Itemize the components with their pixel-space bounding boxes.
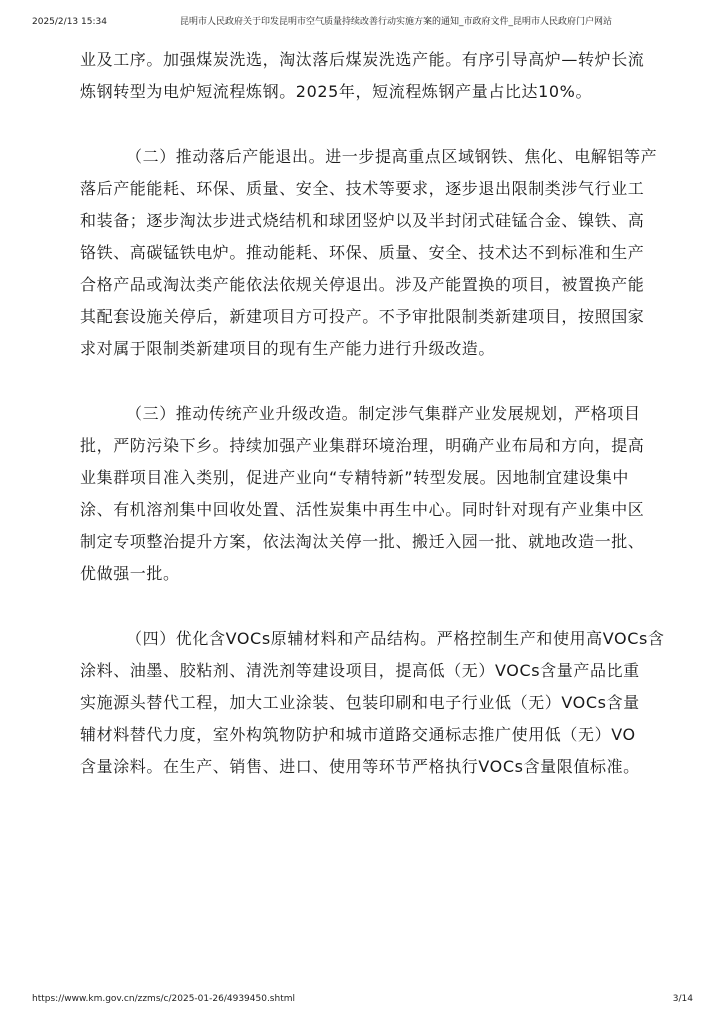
paragraph-first-line: （四）优化含VOCs原辅材料和产品结构。严格控制生产和使用高VOCs含 bbox=[126, 629, 665, 648]
paragraph-first-line: （二）推动落后产能退出。进一步提高重点区域钢铁、焦化、电解铝等产 bbox=[126, 147, 658, 166]
text-line: 制定专项整治提升方案，依法淘汰关停一批、搬迁入园一批、就地改造一批、 bbox=[80, 532, 645, 551]
document-body bbox=[80, 44, 690, 783]
text-line: 炼钢转型为电炉短流程炼钢。2025年，短流程炼钢产量占比达10%。 bbox=[80, 82, 593, 101]
text-line: 业及工序。加强煤炭洗选，淘汰落后煤炭洗选产能。有序引导高炉—转炉长流 bbox=[80, 50, 645, 69]
text-line: 优做强一批。 bbox=[80, 564, 180, 583]
text-line: 含量涂料。在生产、销售、进口、使用等环节严格执行VOCs含量限值标准。 bbox=[80, 757, 640, 776]
text-line: 实施源头替代工程，加大工业涂装、包装印刷和电子行业低（无）VOCs含量 bbox=[80, 693, 640, 712]
print-header bbox=[0, 14, 724, 30]
text-line: 批，严防污染下乡。持续加强产业集群环境治理，明确产业布局和方向，提高 bbox=[80, 436, 645, 455]
text-line: 涂、有机溶剂集中回收处置、活性炭集中再生中心。同时针对现有产业集中区 bbox=[80, 500, 645, 519]
text-line: 铬铁、高碳锰铁电炉。推动能耗、环保、质量、安全、技术达不到标准和生产 bbox=[80, 243, 645, 262]
text-line: 和装备；逐步淘汰步进式烧结机和球团竖炉以及半封闭式硅锰合金、镍铁、高 bbox=[80, 211, 645, 230]
print-footer bbox=[0, 991, 724, 1007]
print-url: https://www.km.gov.cn/zzms/c/2025-01-26/4939450.shtml bbox=[32, 994, 295, 1004]
print-datetime: 2025/2/13 15:34 bbox=[32, 17, 107, 27]
text-line: 其配套设施关停后，新建项目方可投产。不予审批限制类新建项目，按照国家 bbox=[80, 307, 645, 326]
text-line: 辅材料替代力度，室外构筑物防护和城市道路交通标志推广使用低（无）VO bbox=[80, 725, 636, 744]
print-page-title: 昆明市人民政府关于印发昆明市空气质量持续改善行动实施方案的通知_市政府文件_昆明市人民政府门户网站 bbox=[180, 17, 613, 27]
text-line: 求对属于限制类新建项目的现有生产能力进行升级改造。 bbox=[80, 339, 496, 358]
text-line: 合格产品或淘汰类产能依法依规关停退出。涉及产能置换的项目，被置换产能 bbox=[80, 275, 645, 294]
text-line: 涂料、油墨、胶粘剂、清洗剂等建设项目，提高低（无）VOCs含量产品比重 bbox=[80, 661, 640, 680]
paragraph-first-line: （三）推动传统产业升级改造。制定涉气集群产业发展规划，严格项目 bbox=[126, 404, 641, 423]
page-number: 3/14 bbox=[672, 994, 693, 1004]
text-line: 业集群项目准入类别，促进产业向“专精特新”转型发展。因地制宜建设集中 bbox=[80, 468, 629, 487]
text-line: 落后产能能耗、环保、质量、安全、技术等要求，逐步退出限制类涉气行业工 bbox=[80, 179, 645, 198]
